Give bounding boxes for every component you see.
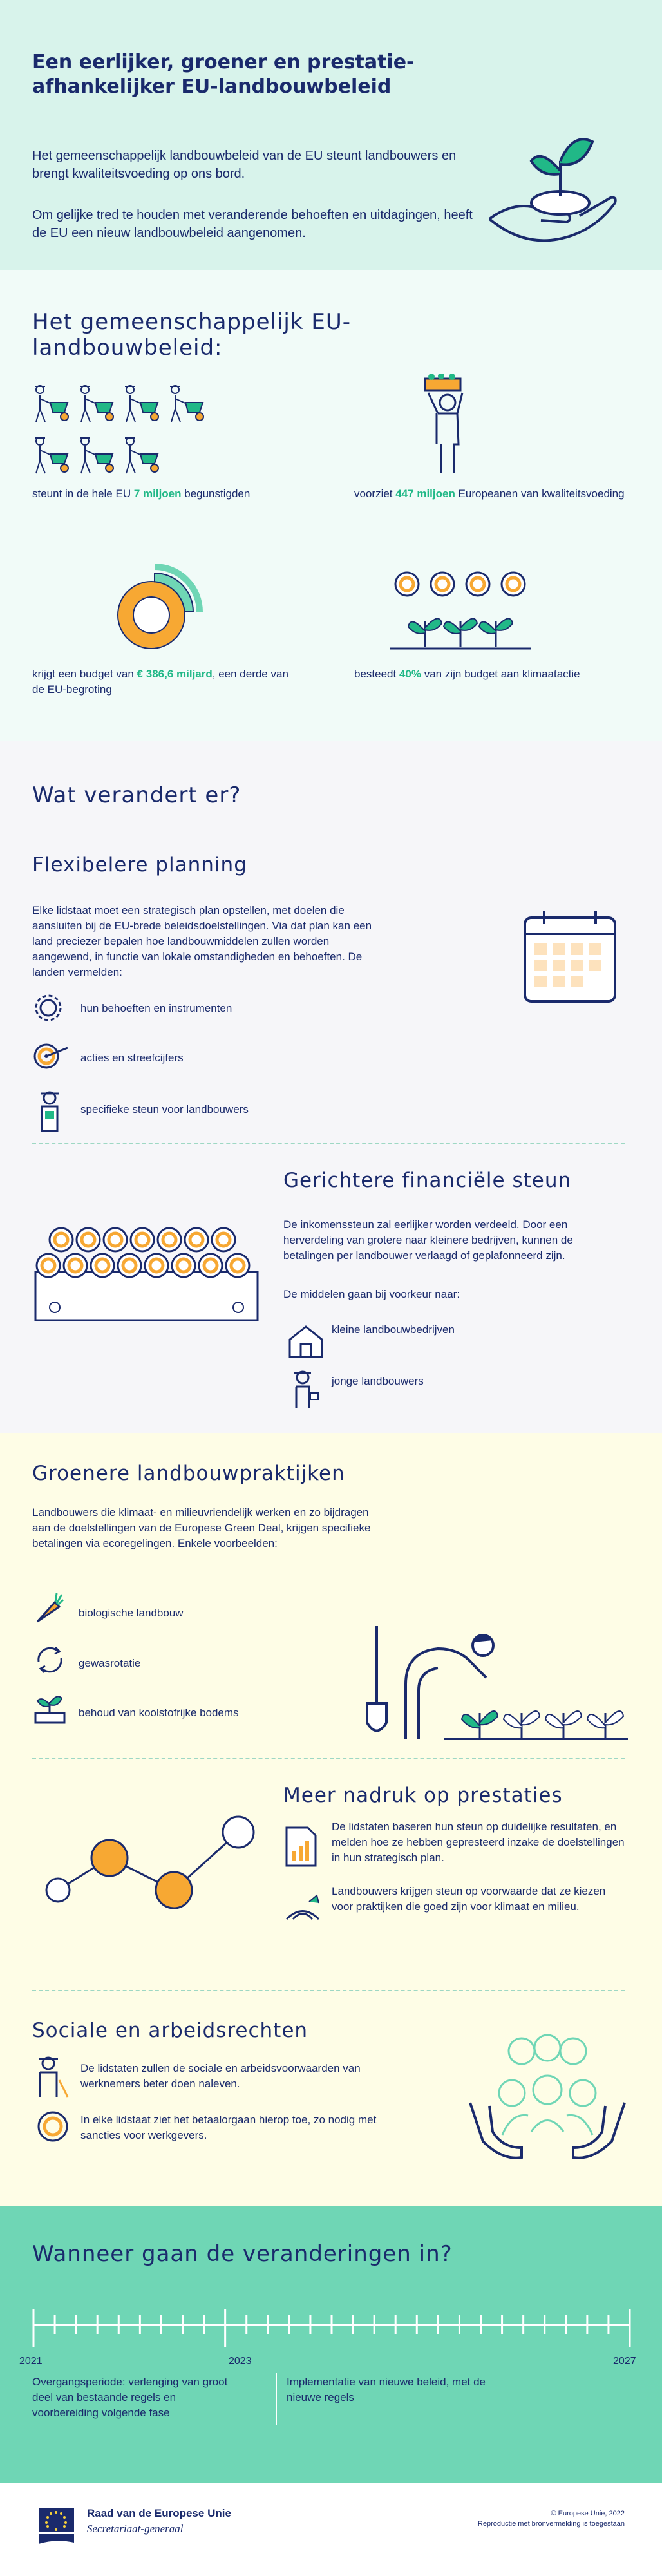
person-with-crate-icon	[419, 374, 477, 477]
rotation-icon	[32, 1642, 68, 1678]
sprout-leaf-mark	[496, 618, 513, 630]
intro-paragraph-2: Om gelijke tred te houden met veranderende behoeften en uitdagingen, heeft de EU een nieuw landbouwbeleid aangenomen.	[32, 208, 473, 240]
green-title: Groenere landbouwpraktijken	[32, 1462, 345, 1485]
green-item: gewasrotatie	[79, 1657, 141, 1669]
footer-reproduction: Reproductie met bronvermelding is toegestaan	[477, 2520, 625, 2528]
sprout-leaf-mark	[480, 1711, 498, 1725]
footer-org-name: Raad van de Europese Unie	[87, 2507, 231, 2519]
performance-title: Meer nadruk op prestaties	[283, 1784, 563, 1807]
coin-mark	[466, 573, 489, 596]
sprout-leaf-mark	[545, 1714, 563, 1728]
target-icon	[32, 1040, 71, 1072]
sprout-leaf-mark	[563, 1711, 582, 1725]
worker-icon	[32, 2054, 71, 2099]
coin-mark	[91, 1254, 114, 1277]
coin-mark	[212, 1228, 235, 1251]
planning-item: specifieke steun voor landbouwers	[80, 1103, 249, 1115]
coin-mark	[172, 1254, 195, 1277]
facts-title: Het gemeenschappelijk EU-landbouwbeleid:	[32, 309, 351, 361]
fact-consumers: voorziet 447 miljoen Europeanen van kwaliteitsvoeding	[354, 488, 625, 500]
fact-budget: krijgt een budget van € 386,6 miljard, een derde van de EU-begroting	[32, 668, 288, 696]
farmer-wheelbarrow-icon	[170, 386, 203, 422]
coin-mark	[104, 1228, 127, 1251]
climate-plants-icon	[390, 570, 531, 654]
coin-mark	[431, 573, 454, 596]
sprout-leaf-mark	[425, 618, 442, 630]
planning-item: hun behoeften en instrumenten	[80, 1002, 232, 1014]
coin-mark	[64, 1254, 87, 1277]
farmers-icon-grid	[32, 383, 225, 493]
coin-mark	[77, 1228, 100, 1251]
tray-mark	[35, 1272, 258, 1320]
social-item: De lidstaten zullen de sociale en arbeidsvoorwaarden van werknemers beter doen naleven.	[80, 2062, 361, 2090]
soil-sprout-icon	[32, 1690, 68, 1726]
farmer-wheelbarrow-icon	[125, 386, 158, 422]
gear-icon	[32, 992, 64, 1024]
sprout-leaf-mark	[462, 1714, 480, 1728]
farmhouse-icon	[287, 1323, 325, 1359]
tractor-field-icon	[283, 1890, 322, 1922]
header-section	[0, 0, 662, 270]
sprout-leaf-mark	[408, 621, 425, 633]
page-title: Een eerlijker, groener en prestatie-afhankelijker EU-landbouwbeleid	[32, 51, 415, 98]
sprout-leaf-mark	[460, 618, 477, 630]
farmer-icon	[35, 1088, 64, 1133]
timeline-phase-1: Overgangsperiode: verlenging van groot deel van bestaande regels en voorbereiding volgende fase	[32, 2376, 228, 2419]
coin-mark	[50, 1228, 73, 1251]
performance-item: Landbouwers krijgen steun op voorwaarde dat ze kiezen voor praktijken die goed zijn voor klimaat en milieu.	[332, 1885, 606, 1913]
divider	[32, 1143, 625, 1144]
timeline-section	[0, 2206, 662, 2483]
young-farmer-icon	[290, 1368, 322, 1410]
sprout-leaf-mark	[522, 1711, 540, 1725]
farmer-wheelbarrow-icon	[80, 437, 113, 473]
coin-mark	[199, 1254, 222, 1277]
timeline-year-2027: 2027	[613, 2356, 636, 2367]
coin-mark	[502, 573, 525, 596]
farmer-wheelbarrow-icon	[35, 437, 68, 473]
farmer-wheelbarrow-icon	[125, 437, 158, 473]
footer	[0, 2483, 662, 2576]
changes-section	[0, 741, 662, 1433]
coin-mark	[185, 1228, 208, 1251]
facts-section	[0, 270, 662, 741]
coin-mark	[395, 573, 419, 596]
changes-title: Wat verandert er?	[32, 782, 241, 808]
performance-item: De lidstaten baseren hun steun op duidelijke resultaten, en melden hoe ze hebben gepresteerd inzake de doelstellingen in hun strategisch plan.	[332, 1821, 625, 1864]
planning-item: acties en streefcijfers	[80, 1052, 184, 1064]
calendar-icon	[522, 908, 618, 1005]
timeline-phase-2: Implementatie van nieuwe beleid, met de nieuwe regels	[287, 2376, 486, 2403]
sprout-leaf-mark	[587, 1714, 605, 1728]
timeline-bar	[32, 2306, 631, 2351]
timeline-title: Wanneer gaan de veranderingen in?	[32, 2241, 453, 2267]
fact-climate: besteedt 40% van zijn budget aan klimaatactie	[354, 668, 580, 680]
carrot-icon	[32, 1591, 64, 1626]
coins-icon	[32, 1227, 264, 1323]
coin-mark	[131, 1228, 154, 1251]
report-document-icon	[283, 1826, 319, 1868]
coin-mark	[37, 1254, 60, 1277]
sprout-leaf-mark	[479, 621, 496, 633]
hands-people-icon	[464, 2025, 631, 2167]
support-item: kleine landbouwbedrijven	[332, 1323, 455, 1336]
green-item: biologische landbouw	[79, 1607, 184, 1619]
sprout-leaf-mark	[444, 621, 460, 633]
footer-org-sub: Secretariaat-generaal	[87, 2523, 184, 2535]
budget-donut-icon	[103, 560, 206, 657]
divider	[32, 1758, 625, 1759]
intro-paragraph-1: Het gemeenschappelijk landbouwbeleid van de EU steunt landbouwers en brengt kwaliteitsvoeding op ons bord.	[32, 149, 457, 181]
planning-text: Elke lidstaat moet een strategisch plan opstellen, met doelen die aansluiten bij de EU-brede beleidsdoelstellingen. Via dat plan kan een land preciezer bepalen hoe landbouwmiddelen zullen worden aangewend, in functie van lokale omstandigheden en behoeften. De landen vermelden:	[32, 904, 372, 978]
timeline-phase-divider	[276, 2373, 277, 2425]
support-item: jonge landbouwers	[332, 1375, 424, 1387]
tray-hole-mark	[50, 1302, 60, 1312]
social-title: Sociale en arbeidsrechten	[32, 2019, 308, 2042]
green-text: Landbouwers die klimaat- en milieuvriendelijk werken en zo bijdragen aan de doelstellingen van de Europese Green Deal, krijgen specifieke betalingen via ecoregelingen. Enkele voorbeelden:	[32, 1506, 371, 1549]
timeline-year-2023: 2023	[229, 2356, 252, 2367]
green-item: behoud van koolstofrijke bodems	[79, 1707, 239, 1719]
network-graph-icon	[45, 1806, 264, 1916]
farmer-wheelbarrow-icon	[35, 386, 68, 422]
green-section	[0, 1433, 662, 2206]
tray-hole-mark	[233, 1302, 243, 1312]
coin-mark	[118, 1254, 141, 1277]
coin-mark	[145, 1254, 168, 1277]
timeline-year-2021: 2021	[19, 2356, 43, 2367]
sprout-leaf-mark	[605, 1711, 623, 1725]
seal-icon	[35, 2109, 71, 2145]
support-text: De inkomenssteun zal eerlijker worden verdeeld. Door een herverdeling van grotere naar kleinere bedrijven, kunnen de betalingen per landbouwer verlaagd of geplafonneerd zijn.	[283, 1218, 573, 1262]
gardener-plants-icon	[348, 1626, 631, 1742]
coin-mark	[158, 1228, 181, 1251]
fact-beneficiaries: steunt in de hele EU 7 miljoen begunstigden	[32, 488, 251, 500]
planning-title: Flexibelere planning	[32, 853, 247, 876]
footer-copyright: © Europese Unie, 2022	[551, 2510, 625, 2517]
social-item: In elke lidstaat ziet het betaalorgaan hierop toe, zo nodig met sancties voor werkgevers.	[80, 2114, 377, 2141]
hand-seedling-icon	[477, 122, 625, 251]
sprout-leaf-mark	[504, 1714, 522, 1728]
support-subtitle: De middelen gaan bij voorkeur naar:	[283, 1288, 460, 1300]
divider	[32, 1990, 625, 1991]
farmer-wheelbarrow-icon	[80, 386, 113, 422]
coin-mark	[226, 1254, 249, 1277]
support-title: Gerichtere financiële steun	[283, 1169, 572, 1192]
